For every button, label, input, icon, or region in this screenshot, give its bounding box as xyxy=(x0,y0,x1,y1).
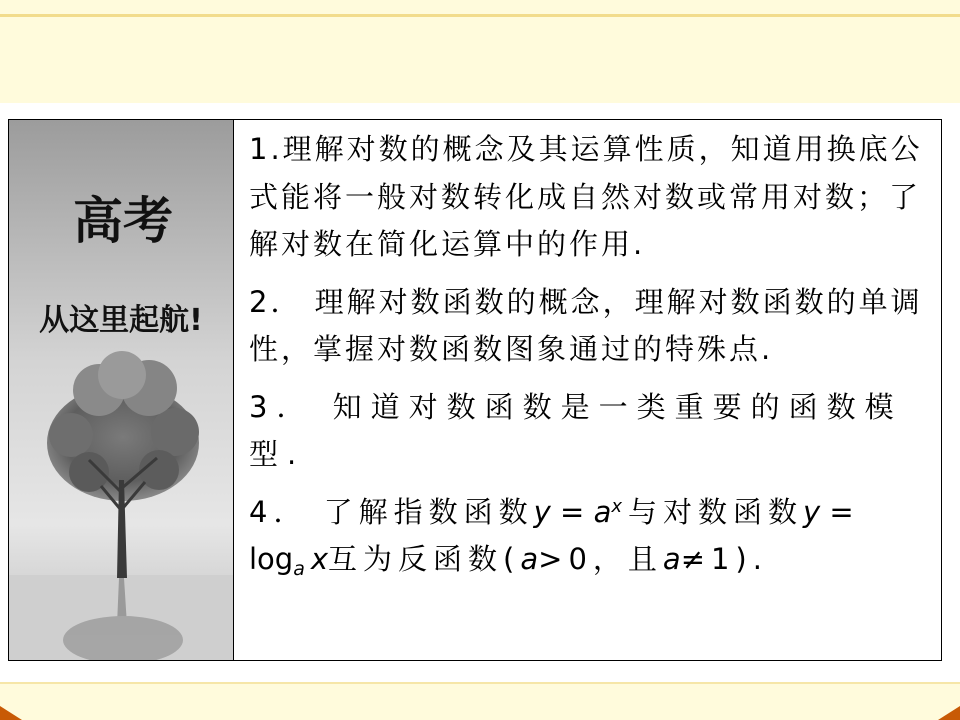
corner-decoration-left xyxy=(0,706,22,720)
caption-line1: 高考 xyxy=(73,192,173,250)
objective-item-3: 3． 知道对数函数是一类重要的函数模型. xyxy=(249,389,903,471)
tree-image xyxy=(9,120,234,660)
tree-illustration xyxy=(9,120,233,660)
footer-band xyxy=(0,684,960,720)
objective-item-2: 2． 理解对数函数的概念，理解对数函数的单调性，掌握对数函数图象通过的特殊点. xyxy=(249,284,923,366)
objectives-list xyxy=(249,126,933,594)
objective-item-4: 4． 了解指数函数$y = a^x$与对数函数y = $\log_ax$互为反函数(a>0，且a≠1). xyxy=(249,494,854,580)
title-band xyxy=(0,17,960,103)
content-table xyxy=(8,119,942,661)
caption-line2: 从这里起航! xyxy=(39,303,203,338)
objective-item-1: 1.理解对数的概念及其运算性质，知道用换底公式能将一般对数转化成自然对数或常用对数；了解对数在简化运算中的作用. xyxy=(249,132,923,261)
corner-decoration-right xyxy=(938,706,960,720)
